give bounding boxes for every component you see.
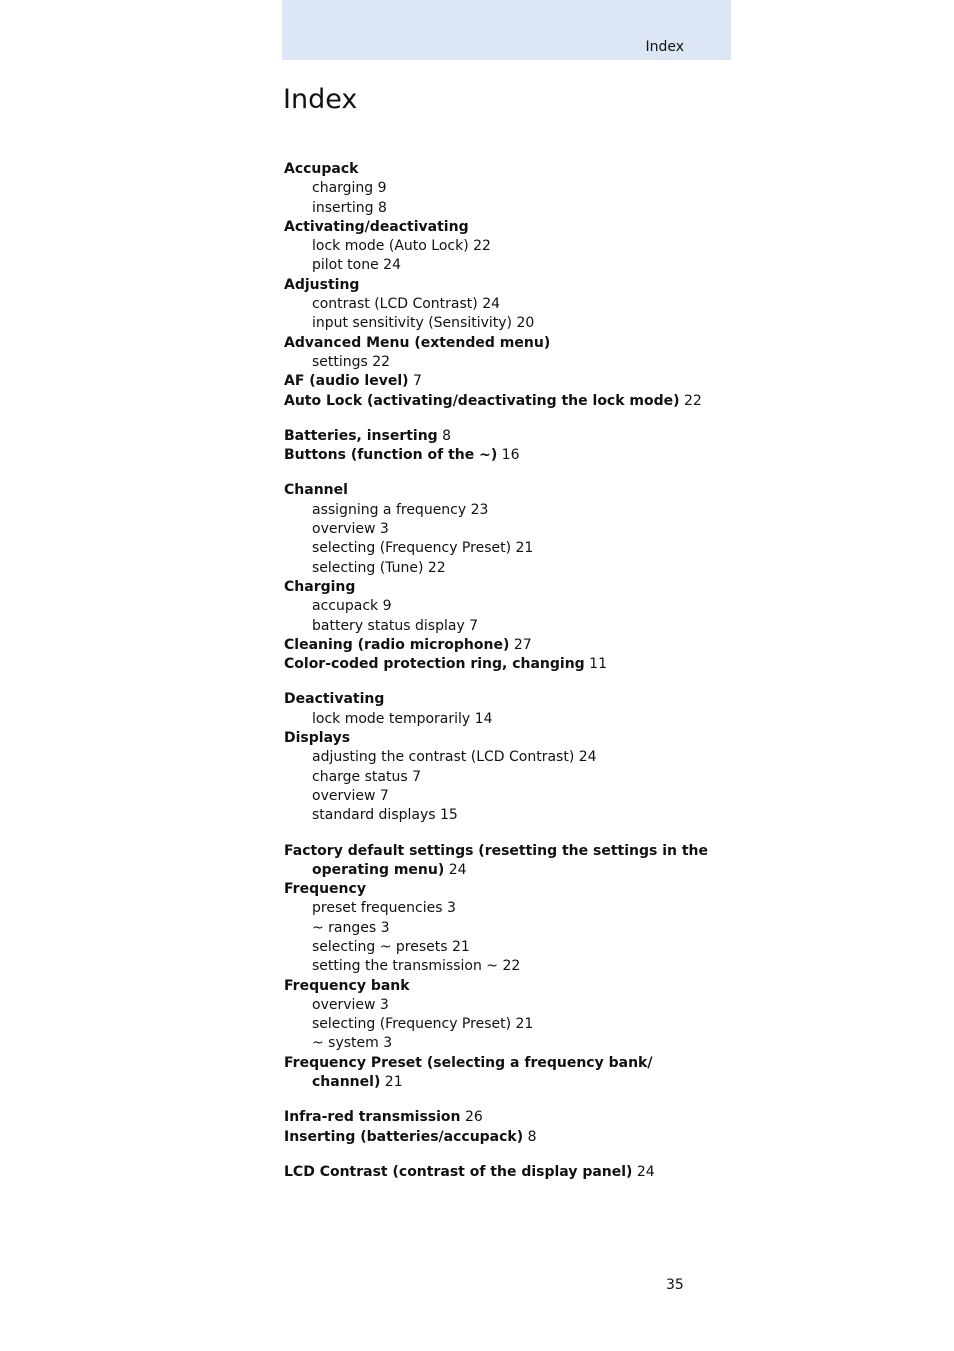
index-letter-group <box>284 427 724 466</box>
index-term: Infra-red transmission <box>284 1109 461 1126</box>
index-letter-group <box>284 1163 724 1182</box>
index-entry <box>284 636 724 655</box>
index-term: Inserting (batteries/accupack) <box>284 1128 524 1145</box>
index-term: AF (audio level) <box>284 373 409 390</box>
index-entry <box>284 392 724 411</box>
index-entry <box>284 427 724 446</box>
running-header <box>282 0 731 60</box>
index-subentry: ~ system 3 <box>312 1035 393 1052</box>
index-term: Channel <box>284 482 348 499</box>
index-term: Batteries, inserting <box>284 427 438 444</box>
index-subentry: preset frequencies 3 <box>312 900 456 917</box>
index-entry <box>284 690 724 709</box>
index-entry <box>284 481 724 500</box>
index-entry <box>284 1108 724 1127</box>
index-subentry: inserting 8 <box>312 199 387 216</box>
index-page-ref: 7 <box>408 373 422 390</box>
index-entry <box>284 446 724 465</box>
index-term: Factory default settings (resetting the settings in the operating menu) <box>284 842 708 878</box>
index-term: Frequency Preset (selecting a frequency bank/ channel) <box>284 1054 653 1091</box>
index-subentry: settings 22 <box>312 353 391 370</box>
index-entry <box>284 1163 724 1182</box>
index-entry <box>284 880 724 899</box>
index-entry <box>284 276 724 295</box>
index-list <box>284 160 724 1182</box>
page-number: 35 <box>666 1277 684 1293</box>
index-term: Advanced Menu (extended menu) <box>284 334 551 351</box>
index-entry <box>284 160 724 179</box>
index-term: Displays <box>284 730 351 747</box>
index-subentry: selecting (Tune) 22 <box>312 559 446 576</box>
index-term: Auto Lock (activating/deactivating the lock mode) <box>284 392 680 409</box>
index-subentry: lock mode (Auto Lock) 22 <box>312 238 491 255</box>
index-entry <box>284 729 724 748</box>
index-term: Activating/deactivating <box>284 218 469 235</box>
index-subentry: overview 7 <box>312 787 389 804</box>
index-term: Frequency bank <box>284 977 410 994</box>
index-letter-group <box>284 481 724 674</box>
index-subentry: input sensitivity (Sensitivity) 20 <box>312 315 535 332</box>
index-subentry: assigning a frequency 23 <box>312 501 489 518</box>
index-letter-group <box>284 1108 724 1147</box>
index-entry <box>284 655 724 674</box>
index-entry <box>284 372 724 391</box>
index-subentry: selecting ~ presets 21 <box>312 938 470 955</box>
index-page-ref: 24 <box>632 1163 655 1180</box>
index-page-ref: 26 <box>460 1109 483 1126</box>
index-page-ref: 11 <box>584 656 607 673</box>
index-subentry: charging 9 <box>312 180 387 197</box>
index-subentry: overview 3 <box>312 996 389 1013</box>
index-subentry: selecting (Frequency Preset) 21 <box>312 1016 534 1033</box>
index-term: Frequency <box>284 881 366 898</box>
index-term: Deactivating <box>284 691 385 708</box>
index-entry <box>284 218 724 237</box>
index-page-ref: 8 <box>523 1128 537 1145</box>
index-subentry: battery status display 7 <box>312 617 479 634</box>
index-subentry: overview 3 <box>312 521 389 538</box>
index-page-ref: 21 <box>380 1074 403 1091</box>
index-term: Adjusting <box>284 276 360 293</box>
index-entry <box>284 334 724 353</box>
index-term: Color-coded protection ring, changing <box>284 656 585 673</box>
index-page-ref: 27 <box>509 636 532 653</box>
index-subentry: lock mode temporarily 14 <box>312 710 493 727</box>
running-header-label: Index <box>645 39 684 55</box>
page-title: Index <box>283 84 358 115</box>
index-page-ref: 22 <box>679 392 702 409</box>
index-letter-group <box>284 842 724 1093</box>
index-entry <box>284 578 724 597</box>
index-entry <box>284 1054 724 1093</box>
index-letter-group <box>284 160 724 411</box>
index-term: Charging <box>284 578 356 595</box>
index-subentry: charge status 7 <box>312 768 421 785</box>
index-page-ref: 16 <box>497 447 520 464</box>
index-term: Accupack <box>284 161 359 177</box>
index-letter-group <box>284 690 724 825</box>
index-subentry: standard displays 15 <box>312 807 458 824</box>
index-term: Cleaning (radio microphone) <box>284 636 510 653</box>
index-term: Buttons (function of the ~) <box>284 447 498 464</box>
index-page-ref: 8 <box>437 427 452 444</box>
index-subentry: adjusting the contrast (LCD Contrast) 24 <box>312 749 597 766</box>
index-subentry: accupack 9 <box>312 598 392 615</box>
index-entry <box>284 842 724 881</box>
index-subentry: contrast (LCD Contrast) 24 <box>312 296 501 313</box>
index-entry <box>284 1128 724 1147</box>
index-subentry: setting the transmission ~ 22 <box>312 958 521 975</box>
index-subentry: ~ ranges 3 <box>312 919 390 936</box>
index-entry <box>284 977 724 996</box>
index-page-ref: 24 <box>444 861 467 878</box>
index-subentry: selecting (Frequency Preset) 21 <box>312 540 534 557</box>
index-term: LCD Contrast (contrast of the display panel) <box>284 1163 633 1180</box>
index-subentry: pilot tone 24 <box>312 257 401 274</box>
